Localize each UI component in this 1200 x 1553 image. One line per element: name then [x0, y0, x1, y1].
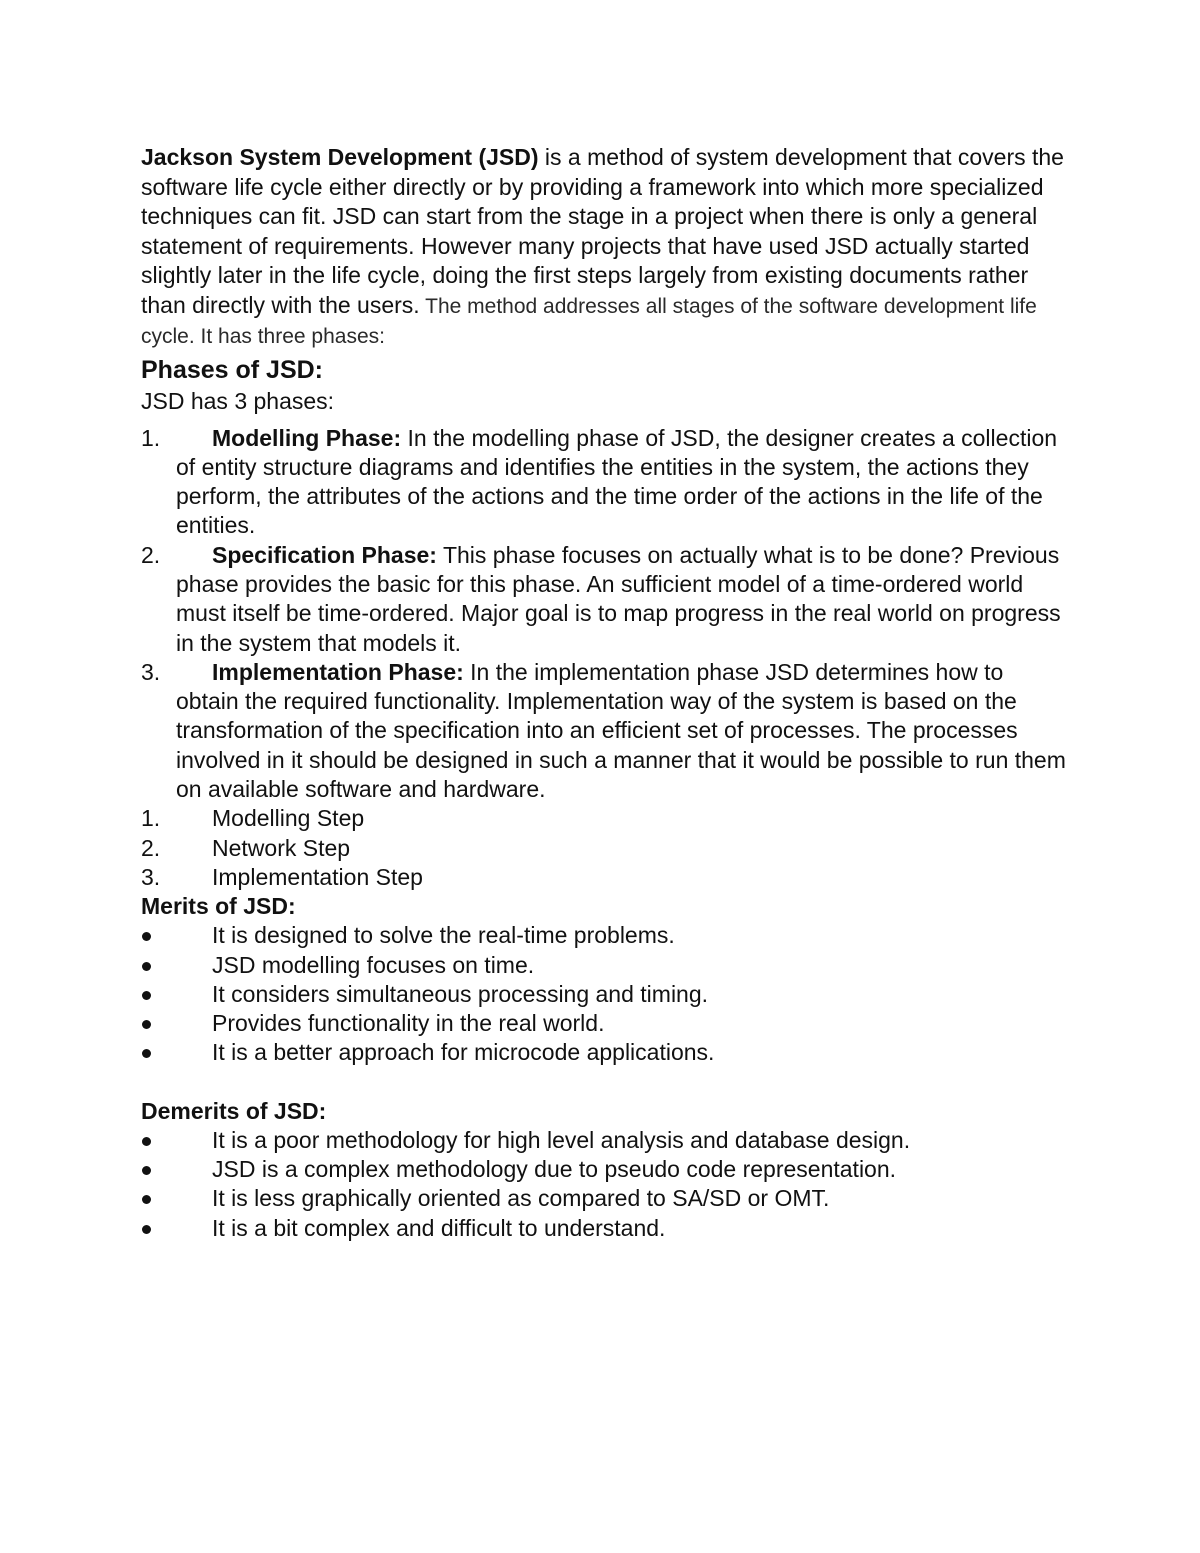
- list-number: 3.: [141, 658, 161, 685]
- demerit-item: [141, 1126, 1071, 1155]
- merit-item: [141, 1009, 1071, 1038]
- steps-list: [141, 804, 1071, 892]
- intro-text: is a method of system development that covers the software life cycle either directly or by providing a framework into which more specialized techniques can fit. JSD can start from the stage in a project when there is only a general statement of requirements. However many projects that have used JSD actually started slightly later in the life cycle, doing the first steps largely from existing documents rather than directly with the users.: [141, 144, 1064, 318]
- demerit-text: It is a poor methodology for high level analysis and database design.: [212, 1126, 911, 1153]
- list-number: 2.: [141, 834, 161, 861]
- bullet-icon: [142, 1137, 151, 1146]
- merit-text: Provides functionality in the real world.: [212, 1010, 605, 1037]
- bullet-icon: [142, 1049, 151, 1058]
- merits-list: [141, 921, 1071, 1067]
- bullet-icon: [142, 962, 151, 971]
- phase-item: [141, 424, 1071, 541]
- intro-title: Jackson System Development (JSD): [141, 144, 539, 170]
- step-item: [141, 804, 1071, 833]
- step-text: Modelling Step: [212, 805, 365, 832]
- list-number: 1.: [141, 805, 161, 832]
- step-text: Network Step: [212, 834, 351, 861]
- phase-text: In the implementation phase JSD determines how to obtain the required functionality. Implementation way of the system is based on the transformation of the specification into an efficient set of processes. The processes involved in it should be designed in such a manner that it would be possible to run them on available software and hardware.: [176, 658, 1066, 803]
- demerit-text: JSD is a complex methodology due to pseudo code representation.: [212, 1156, 897, 1183]
- document-page: [141, 143, 1071, 1243]
- step-item: [141, 834, 1071, 863]
- intro-paragraph: [141, 143, 1071, 352]
- phase-title: Modelling Phase:: [212, 424, 402, 451]
- merit-text: It is designed to solve the real-time problems.: [212, 922, 675, 949]
- list-number: 2.: [141, 541, 161, 568]
- merits-heading: Merits of JSD:: [141, 893, 296, 920]
- phase-item: [141, 541, 1071, 658]
- merit-item: [141, 980, 1071, 1009]
- phase-title: Specification Phase:: [212, 541, 437, 568]
- merit-text: JSD modelling focuses on time.: [212, 951, 535, 978]
- step-text: Implementation Step: [212, 863, 423, 890]
- merit-text: It considers simultaneous processing and timing.: [212, 980, 709, 1007]
- step-item: [141, 863, 1071, 892]
- section-spacer: [141, 1068, 1071, 1097]
- merit-item: [141, 1038, 1071, 1067]
- bullet-icon: [142, 991, 151, 1000]
- list-number: 3.: [141, 863, 161, 890]
- bullet-icon: [142, 1166, 151, 1175]
- phase-item: [141, 658, 1071, 804]
- phases-heading: Phases of JSD:: [141, 355, 324, 384]
- phase-body: [176, 659, 1066, 802]
- demerit-item: [141, 1214, 1071, 1243]
- phase-title: Implementation Phase:: [212, 658, 464, 685]
- phases-subheading: JSD has 3 phases:: [141, 387, 335, 414]
- bullet-icon: [142, 1195, 151, 1204]
- bullet-icon: [142, 932, 151, 941]
- demerit-item: [141, 1155, 1071, 1184]
- bullet-icon: [142, 1020, 151, 1029]
- bullet-icon: [142, 1225, 151, 1234]
- demerits-heading: Demerits of JSD:: [141, 1097, 327, 1124]
- phase-text: This phase focuses on actually what is to be done? Previous phase provides the basic for this phase. An sufficient model of a time-ordered world must itself be time-ordered. Major goal is to map progress in the real world on progress in the system that models it.: [176, 541, 1061, 656]
- demerit-text: It is less graphically oriented as compared to SA/SD or OMT.: [212, 1185, 830, 1212]
- list-number: 1.: [141, 424, 161, 451]
- phases-list: [141, 424, 1071, 805]
- phase-body: [176, 542, 1061, 656]
- demerit-text: It is a bit complex and difficult to understand.: [212, 1214, 666, 1241]
- merit-item: [141, 921, 1071, 950]
- phase-text: In the modelling phase of JSD, the designer creates a collection of entity structure diagrams and identifies the entities in the system, the actions they perform, the attributes of the actions and the time order of the actions in the life of the entities.: [176, 424, 1058, 539]
- demerit-item: [141, 1184, 1071, 1213]
- demerits-list: [141, 1126, 1071, 1243]
- phase-body: [176, 425, 1057, 539]
- merit-item: [141, 951, 1071, 980]
- intro-text-tail: The method addresses all stages of the software development life cycle. It has three phases:: [141, 294, 1037, 348]
- merit-text: It is a better approach for microcode applications.: [212, 1039, 715, 1066]
